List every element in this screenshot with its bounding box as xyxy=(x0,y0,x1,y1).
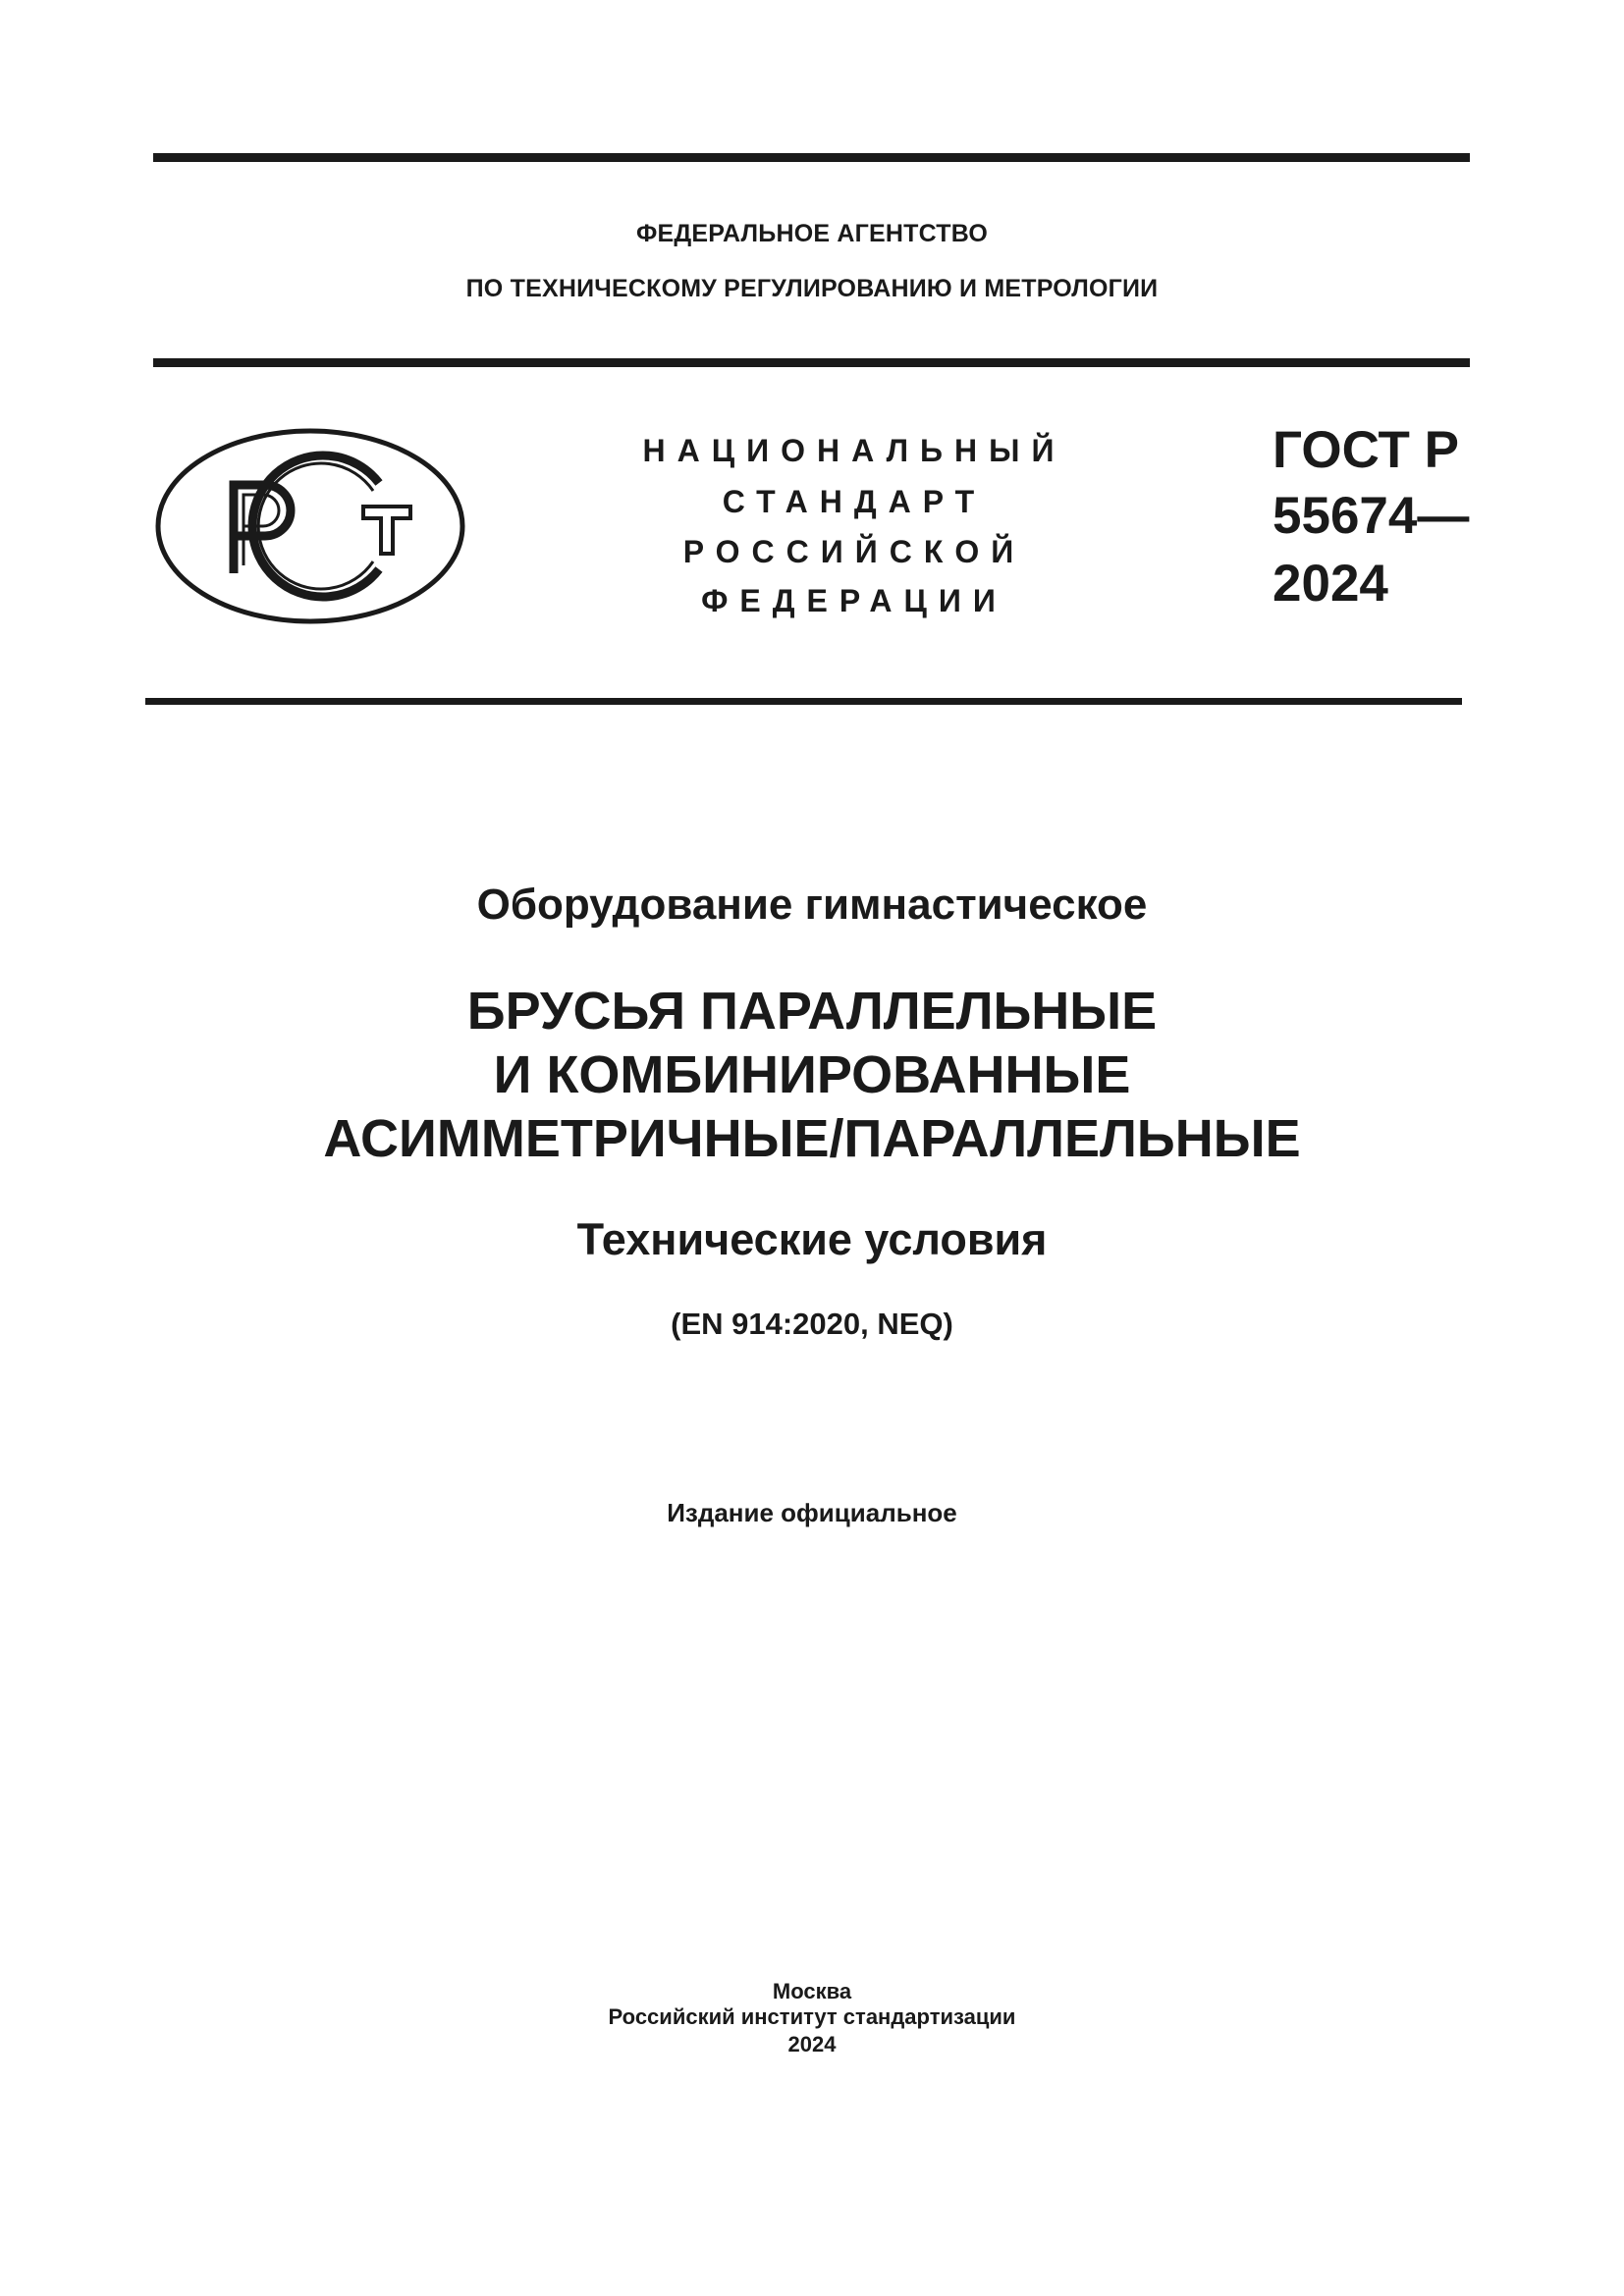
header-divider xyxy=(153,358,1470,367)
standard-type-line-4: ФЕДЕРАЦИИ xyxy=(701,583,1007,618)
gost-designation-line-3: 2024 xyxy=(1272,555,1388,613)
edition-note: Издание официальное xyxy=(667,1498,957,1527)
international-equivalence: (EN 914:2020, NEQ) xyxy=(671,1307,953,1341)
header-bottom-rule xyxy=(145,698,1462,705)
publisher-city: Москва xyxy=(772,1979,852,2003)
gost-designation-line-1: ГОСТ Р xyxy=(1272,421,1459,479)
publisher-organization: Российский институт стандартизации xyxy=(608,2004,1016,2029)
standard-type-line-3: РОССИЙСКОЙ xyxy=(682,534,1026,569)
agency-name-line-2: ПО ТЕХНИЧЕСКОМУ РЕГУЛИРОВАНИЮ И МЕТРОЛОГИИ xyxy=(465,275,1159,302)
publication-year: 2024 xyxy=(787,2032,837,2056)
top-rule xyxy=(153,153,1470,162)
standard-type-line-2: СТАНДАРТ xyxy=(722,484,987,519)
rst-certification-mark-icon xyxy=(155,428,465,624)
standard-type-line-1: НАЦИОНАЛЬНЫЙ xyxy=(642,433,1066,468)
agency-name-line-1: ФЕДЕРАЛЬНОЕ АГЕНТСТВО xyxy=(636,220,988,247)
gost-designation-line-2: 55674— xyxy=(1272,487,1470,545)
document-title-line-1: БРУСЬЯ ПАРАЛЛЕЛЬНЫЕ xyxy=(466,982,1158,1041)
document-title-line-2: И КОМБИНИРОВАННЫЕ xyxy=(493,1045,1131,1104)
document-spec: Технические условия xyxy=(576,1214,1048,1264)
document-title-line-3: АСИММЕТРИЧНЫЕ/ПАРАЛЛЕЛЬНЫЕ xyxy=(323,1109,1301,1168)
document-subject: Оборудование гимнастическое xyxy=(476,881,1148,929)
